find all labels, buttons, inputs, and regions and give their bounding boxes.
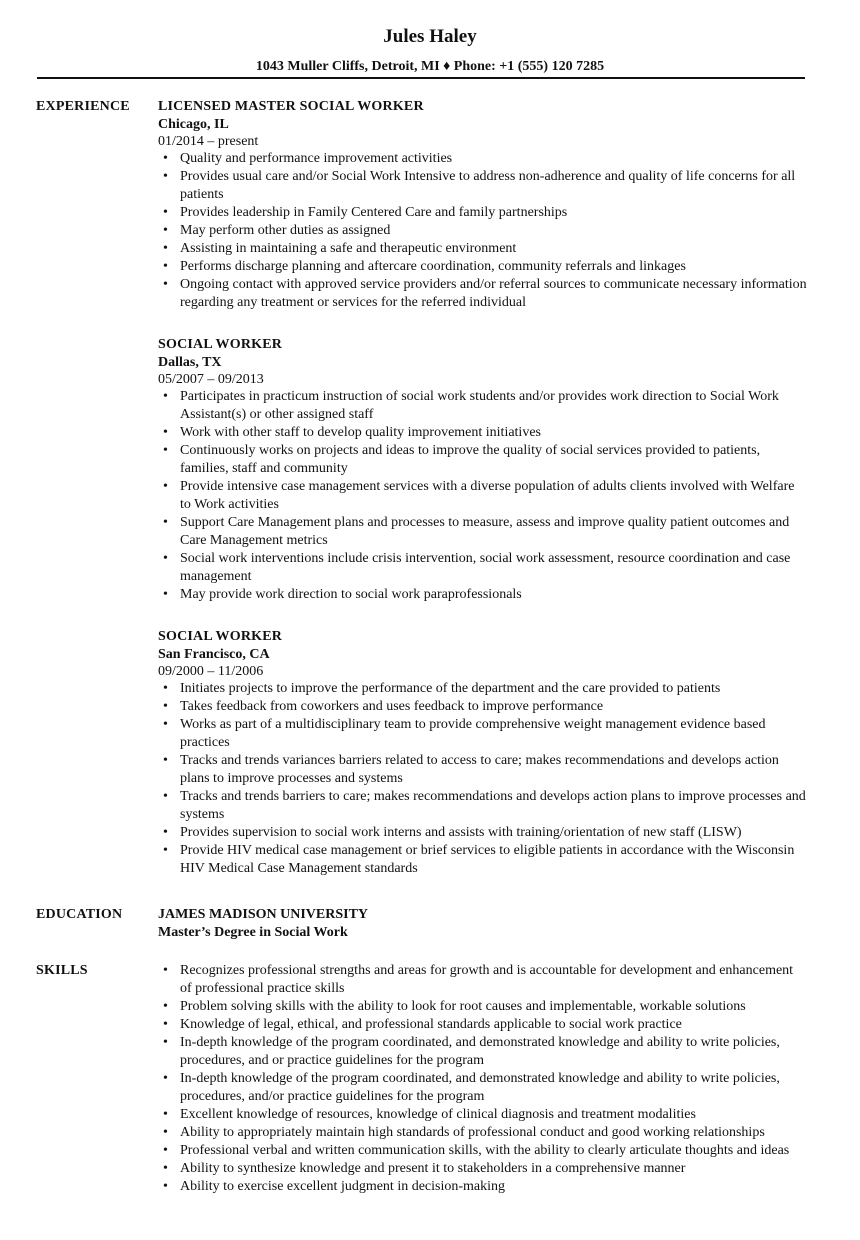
- job-bullet: • Provides supervision to social work interns and assists with training/orientation of new staff (LISW): [158, 824, 808, 842]
- degree: Master’s Degree in Social Work: [158, 925, 348, 940]
- contact-line: 1043 Muller Cliffs, Detroit, MI ♦ Phone: +1 (555) 120 7285: [255, 59, 605, 74]
- job-bullet: • Provides usual care and/or Social Work Intensive to address non-adherence and quality of life concerns for all patients: [158, 168, 808, 204]
- skill-item: • Ability to appropriately maintain high standards of professional conduct and good working relationships: [158, 1124, 808, 1142]
- job-title: SOCIAL WORKER: [158, 629, 283, 644]
- job-bullet: • Quality and performance improvement activities: [158, 150, 808, 168]
- section-label-skills: SKILLS: [36, 963, 88, 978]
- job-location: Dallas, TX: [158, 355, 222, 370]
- skill-item: • Recognizes professional strengths and areas for growth and is accountable for development and enhancement of professional practice skills: [158, 962, 808, 998]
- skill-item: • Excellent knowledge of resources, knowledge of clinical diagnosis and treatment modalities: [158, 1106, 808, 1124]
- skills-list: [158, 962, 808, 1196]
- job-entry: [158, 628, 808, 878]
- job-title: SOCIAL WORKER: [158, 337, 283, 352]
- job-bullet: • Tracks and trends barriers to care; makes recommendations and develops action plans to improve processes and systems: [158, 788, 808, 824]
- experience-body: [158, 98, 808, 902]
- job-bullet: • Work with other staff to develop quality improvement initiatives: [158, 424, 808, 442]
- skill-item: • Professional verbal and written communication skills, with the ability to clearly articulate thoughts and ideas: [158, 1142, 808, 1160]
- job-bullet: • Participates in practicum instruction of social work students and/or provides work direction to Social Work Assistant(s) or other assigned staff: [158, 388, 808, 424]
- skills-body: [158, 962, 808, 1196]
- job-bullets: [158, 388, 808, 604]
- job-bullet: • Performs discharge planning and aftercare coordination, community referrals and linkages: [158, 258, 808, 276]
- job-bullet: • Initiates projects to improve the performance of the department and the care provided to patients: [158, 680, 808, 698]
- job-bullets: [158, 150, 808, 312]
- job-bullet: • Tracks and trends variances barriers related to access to care; makes recommendations and develops action plans to improve processes and systems: [158, 752, 808, 788]
- job-bullet: • Continuously works on projects and ideas to improve the quality of social services provided to patients, families, staff and community: [158, 442, 808, 478]
- job-bullet: • Ongoing contact with approved service providers and/or referral sources to communicate necessary information regarding any treatment or services for the referred individual: [158, 276, 808, 312]
- skill-item: • In-depth knowledge of the program coordinated, and demonstrated knowledge and ability to write policies, procedures, and or practice guidelines for the program: [158, 1034, 808, 1070]
- job-bullet: • Provides leadership in Family Centered Care and family partnerships: [158, 204, 808, 222]
- job-entry: [158, 98, 808, 312]
- job-bullet: • Social work interventions include crisis intervention, social work assessment, resource coordination and case management: [158, 550, 808, 586]
- education-body: [158, 906, 808, 942]
- skill-item: • Knowledge of legal, ethical, and professional standards applicable to social work practice: [158, 1016, 808, 1034]
- skill-item: • In-depth knowledge of the program coordinated, and demonstrated knowledge and ability to write policies, procedures, and/or practice guidelines for the program: [158, 1070, 808, 1106]
- skill-item: • Ability to synthesize knowledge and present it to stakeholders in a comprehensive manner: [158, 1160, 808, 1178]
- school-name: JAMES MADISON UNIVERSITY: [158, 907, 369, 922]
- job-dates: 05/2007 – 09/2013: [158, 372, 264, 387]
- section-label-experience: EXPERIENCE: [36, 99, 130, 114]
- job-bullet: • Support Care Management plans and processes to measure, assess and improve quality patient outcomes and Care Management metrics: [158, 514, 808, 550]
- job-bullet: • Assisting in maintaining a safe and therapeutic environment: [158, 240, 808, 258]
- job-location: Chicago, IL: [158, 117, 229, 132]
- job-bullet: • Provide intensive case management services with a diverse population of adults clients involved with Welfare to Work activities: [158, 478, 808, 514]
- job-location: San Francisco, CA: [158, 647, 270, 662]
- job-title: LICENSED MASTER SOCIAL WORKER: [158, 99, 424, 114]
- job-entry: [158, 336, 808, 604]
- job-dates: 01/2014 – present: [158, 134, 259, 149]
- job-bullet: • Takes feedback from coworkers and uses feedback to improve performance: [158, 698, 808, 716]
- job-bullet: • May perform other duties as assigned: [158, 222, 808, 240]
- job-bullets: [158, 680, 808, 878]
- section-label-education: EDUCATION: [36, 907, 123, 922]
- resume-name: Jules Haley: [383, 26, 477, 47]
- job-bullet: • May provide work direction to social work paraprofessionals: [158, 586, 808, 604]
- job-bullet: • Provide HIV medical case management or brief services to eligible patients in accordance with the Wisconsin HIV Medical Case Management standards: [158, 842, 808, 878]
- skill-item: • Problem solving skills with the ability to look for root causes and implementable, workable solutions: [158, 998, 808, 1016]
- header-divider: [37, 77, 805, 79]
- job-dates: 09/2000 – 11/2006: [158, 664, 264, 679]
- skill-item: • Ability to exercise excellent judgment in decision-making: [158, 1178, 808, 1196]
- job-bullet: • Works as part of a multidisciplinary team to provide comprehensive weight management evidence based practices: [158, 716, 808, 752]
